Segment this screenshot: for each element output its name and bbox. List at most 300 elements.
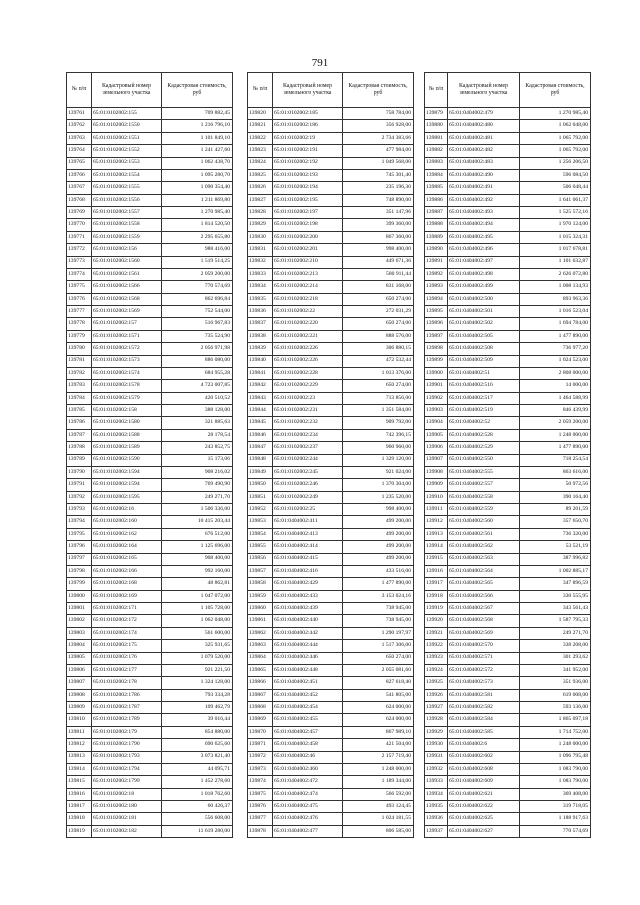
cadastral-number: 65:01:0404002:483 <box>448 157 520 169</box>
table-row <box>425 825 591 837</box>
table-row <box>248 603 414 615</box>
table-row <box>248 664 414 676</box>
table-row <box>248 330 414 342</box>
table-row <box>248 281 414 293</box>
cadastral-number: 65:01:0102002:1571 <box>92 330 162 342</box>
table-row <box>425 640 591 652</box>
table-row <box>67 776 233 788</box>
table-row <box>67 405 233 417</box>
table-row <box>67 182 233 194</box>
table-row <box>67 603 233 615</box>
cadastral-cost: 2 055 081,60 <box>343 664 414 676</box>
cadastral-number: 65:01:0404002:622 <box>448 801 520 813</box>
cadastral-cost: 650 274,00 <box>343 380 414 392</box>
cadastral-cost: 1 024 181,55 <box>343 813 414 825</box>
row-number: 139761 <box>67 108 92 120</box>
table-row <box>67 194 233 206</box>
row-number: 139777 <box>67 306 92 318</box>
cadastral-cost: 14 000,00 <box>520 380 591 392</box>
cadastral-number: 65:01:0404002:627 <box>448 825 520 837</box>
cadastral-number: 65:01:0404002:581 <box>448 689 520 701</box>
cadastral-cost: 1 241 427,60 <box>162 145 233 157</box>
cadastral-cost: 1 013 376,00 <box>343 367 414 379</box>
cadastral-cost: 1 248 000,00 <box>520 429 591 441</box>
row-number: 139828 <box>248 207 273 219</box>
table-row <box>425 244 591 256</box>
row-number: 139921 <box>425 627 448 639</box>
row-number: 139785 <box>67 405 92 417</box>
table-row <box>425 578 591 590</box>
table-row <box>67 454 233 466</box>
cadastral-cost: 343 561,43 <box>520 603 591 615</box>
row-number: 139877 <box>248 813 273 825</box>
cadastral-cost: 908 216,02 <box>162 466 233 478</box>
table-row <box>67 367 233 379</box>
table-row <box>248 702 414 714</box>
cadastral-cost: 2 056 971,98 <box>162 343 233 355</box>
cadastral-cost: 306 880,15 <box>343 343 414 355</box>
table-row <box>248 219 414 231</box>
cadastral-number: 65:01:0102002:220 <box>273 318 343 330</box>
row-number: 139839 <box>248 343 273 355</box>
cadastral-number: 65:01:0102002:157 <box>92 318 162 330</box>
cadastral-cost: 908 400,00 <box>162 553 233 565</box>
header-cost: Кадастровая стоимость, руб <box>520 73 591 108</box>
row-number: 139780 <box>67 343 92 355</box>
row-number: 139793 <box>67 504 92 516</box>
table-row <box>425 108 591 120</box>
row-number: 139796 <box>67 541 92 553</box>
cadastral-number: 65:01:0404002:472 <box>273 776 343 788</box>
page-number: 791 <box>311 57 329 69</box>
table-row <box>248 244 414 256</box>
row-number: 139866 <box>248 677 273 689</box>
cadastral-number: 65:01:0102002:197 <box>273 207 343 219</box>
table-row <box>425 565 591 577</box>
cadastral-number: 65:01:0404002:559 <box>448 504 520 516</box>
table-row <box>67 244 233 256</box>
cadastral-number: 65:01:0404002:502 <box>448 318 520 330</box>
table-row <box>248 652 414 664</box>
row-number: 139906 <box>425 442 448 454</box>
row-number: 139792 <box>67 491 92 503</box>
row-number: 139773 <box>67 256 92 268</box>
cadastral-number: 65:01:0102002:177 <box>92 664 162 676</box>
cadastral-number: 65:01:0102002:1787 <box>92 702 162 714</box>
row-number: 139775 <box>67 281 92 293</box>
row-number: 139834 <box>248 281 273 293</box>
row-number: 139893 <box>425 281 448 293</box>
table-row <box>425 343 591 355</box>
cadastral-number: 65:01:0404002:493 <box>448 207 520 219</box>
row-number: 139913 <box>425 528 448 540</box>
header-code: Кадастровый номер земельного участка <box>92 73 162 108</box>
cadastral-number: 65:01:0102002:232 <box>273 417 343 429</box>
cadastral-cost: 1 095 280,70 <box>162 169 233 181</box>
cadastral-number: 65:01:0404002:439 <box>273 603 343 615</box>
table-row <box>425 702 591 714</box>
table-row <box>248 268 414 280</box>
table-row <box>425 145 591 157</box>
cadastral-number: 65:01:0102002:158 <box>92 405 162 417</box>
cadastral-number: 65:01:0404002:572 <box>448 664 520 676</box>
cadastral-number: 65:01:0102002:16 <box>92 504 162 516</box>
cadastral-number: 65:01:0404002:585 <box>448 726 520 738</box>
row-number: 139914 <box>425 541 448 553</box>
cadastral-number: 65:01:0404002:452 <box>273 689 343 701</box>
row-number: 139826 <box>248 182 273 194</box>
cadastral-cost: 1 105 728,00 <box>162 603 233 615</box>
header-num: № п/п <box>425 73 448 108</box>
cadastral-cost: 1 047 072,00 <box>162 590 233 602</box>
row-number: 139762 <box>67 120 92 132</box>
table-row <box>425 590 591 602</box>
table-row <box>248 108 414 120</box>
table-row <box>67 640 233 652</box>
table-row <box>425 776 591 788</box>
cadastral-number: 65:01:0102002:179 <box>92 726 162 738</box>
row-number: 139872 <box>248 751 273 763</box>
cadastral-cost: 1 814 520,50 <box>162 219 233 231</box>
row-number: 139802 <box>67 615 92 627</box>
table-header-row <box>67 73 233 108</box>
cadastral-number: 65:01:0102002:160 <box>92 516 162 528</box>
cadastral-number: 65:01:0404002:500 <box>448 293 520 305</box>
table-row <box>248 454 414 466</box>
row-number: 139830 <box>248 231 273 243</box>
row-number: 139860 <box>248 603 273 615</box>
cadastral-number: 65:01:0404002:516 <box>448 380 520 392</box>
cadastral-number: 65:01:0102002:234 <box>273 429 343 441</box>
table-row <box>67 504 233 516</box>
table-row <box>425 677 591 689</box>
table-row <box>67 702 233 714</box>
table-row <box>67 207 233 219</box>
table-row <box>425 355 591 367</box>
cadastral-number: 65:01:0102002:1555 <box>92 182 162 194</box>
cadastral-number: 65:01:0102002:1566 <box>92 281 162 293</box>
cadastral-cost: 1 016 523,04 <box>520 306 591 318</box>
row-number: 139934 <box>425 788 448 800</box>
cadastral-number: 65:01:0102002:1589 <box>92 442 162 454</box>
row-number: 139840 <box>248 355 273 367</box>
cadastral-cost: 1 290 197,97 <box>343 627 414 639</box>
cadastral-number: 65:01:0102002:166 <box>92 565 162 577</box>
table-row <box>248 689 414 701</box>
cadastral-number: 65:01:0404002:446 <box>273 652 343 664</box>
cadastral-cost: 1 211 869,80 <box>162 194 233 206</box>
row-number: 139825 <box>248 169 273 181</box>
table-row <box>67 318 233 330</box>
row-number: 139863 <box>248 640 273 652</box>
cadastral-cost: 909 792,00 <box>343 417 414 429</box>
row-number: 139881 <box>425 132 448 144</box>
cadastral-cost: 1 641 061,37 <box>520 194 591 206</box>
row-number: 139817 <box>67 801 92 813</box>
cadastral-number: 65:01:0404002:517 <box>448 392 520 404</box>
cadastral-cost: 867 360,00 <box>343 231 414 243</box>
table-row <box>67 306 233 318</box>
cadastral-number: 65:01:0404002:440 <box>273 615 343 627</box>
row-number: 139833 <box>248 268 273 280</box>
cadastral-number: 65:01:0404002:413 <box>273 528 343 540</box>
row-number: 139916 <box>425 565 448 577</box>
cadastral-cost: 387 996,82 <box>520 553 591 565</box>
table-row <box>425 528 591 540</box>
cadastral-number: 65:01:0404002:573 <box>448 677 520 689</box>
row-number: 139789 <box>67 454 92 466</box>
cadastral-cost: 1 090 354,40 <box>162 182 233 194</box>
header-num: № п/п <box>67 73 92 108</box>
cadastral-cost: 1 477 890,00 <box>520 330 591 342</box>
table-row <box>67 268 233 280</box>
header-code: Кадастровый номер земельного участка <box>273 73 343 108</box>
row-number: 139899 <box>425 355 448 367</box>
row-number: 139894 <box>425 293 448 305</box>
cadastral-cost: 499 200,00 <box>343 553 414 565</box>
cadastral-number: 65:01:0404002:6 <box>448 739 520 751</box>
table-row <box>67 788 233 800</box>
cadastral-number: 65:01:0404002:444 <box>273 640 343 652</box>
table-row <box>67 739 233 751</box>
cadastral-number: 65:01:0102002:1572 <box>92 343 162 355</box>
row-number: 139890 <box>425 244 448 256</box>
cadastral-cost: 752 544,00 <box>162 306 233 318</box>
row-number: 139821 <box>248 120 273 132</box>
table-row <box>67 652 233 664</box>
cadastral-number: 65:01:0102002:244 <box>273 454 343 466</box>
cadastral-number: 65:01:0102002:185 <box>273 108 343 120</box>
cadastral-number: 65:01:0102002:169 <box>92 590 162 602</box>
row-number: 139937 <box>425 825 448 837</box>
cadastral-number: 65:01:0102002:193 <box>273 169 343 181</box>
table-row <box>67 664 233 676</box>
cadastral-number: 65:01:0404002:562 <box>448 541 520 553</box>
cadastral-number: 65:01:0102002:1573 <box>92 355 162 367</box>
cadastral-number: 65:01:0404002:570 <box>448 640 520 652</box>
table-row <box>67 751 233 763</box>
cadastral-cost: 60 426,37 <box>162 801 233 813</box>
cadastral-cost: 44 095,71 <box>162 763 233 775</box>
table-row <box>67 615 233 627</box>
cadastral-number: 65:01:0404002:491 <box>448 182 520 194</box>
row-number: 139791 <box>67 479 92 491</box>
cadastral-number: 65:01:0102002:221 <box>273 330 343 342</box>
table-row <box>248 627 414 639</box>
cadastral-cost: 301 293,62 <box>520 652 591 664</box>
table-row <box>67 491 233 503</box>
table-row <box>425 751 591 763</box>
cadastral-number: 65:01:0404002:508 <box>448 343 520 355</box>
cadastral-number: 65:01:0102002:1557 <box>92 207 162 219</box>
cadastral-cost: 1 525 572,16 <box>520 207 591 219</box>
cadastral-cost: 347 896,59 <box>520 578 591 590</box>
cadastral-cost: 2 059 200,00 <box>520 417 591 429</box>
cadastral-cost: 1 452 278,60 <box>162 776 233 788</box>
table-row <box>248 466 414 478</box>
table-row <box>425 306 591 318</box>
row-number: 139846 <box>248 429 273 441</box>
table-row <box>425 367 591 379</box>
row-number: 139887 <box>425 207 448 219</box>
row-number: 139800 <box>67 590 92 602</box>
cadastral-cost: 988 416,00 <box>162 244 233 256</box>
table-row <box>425 627 591 639</box>
cadastral-number: 65:01:0102002:214 <box>273 281 343 293</box>
cadastral-cost: 2 157 719,40 <box>343 751 414 763</box>
cadastral-cost: 1 065 792,00 <box>520 145 591 157</box>
cadastral-cost: 1 083 790,00 <box>520 776 591 788</box>
row-number: 139865 <box>248 664 273 676</box>
cadastral-cost: 1 062 438,70 <box>162 157 233 169</box>
cadastral-cost: 998 400,00 <box>343 244 414 256</box>
cadastral-number: 65:01:0404002:497 <box>448 256 520 268</box>
row-number: 139850 <box>248 479 273 491</box>
row-number: 139902 <box>425 392 448 404</box>
table-row <box>425 281 591 293</box>
table-row <box>248 367 414 379</box>
cadastral-number: 65:01:0404002:458 <box>273 739 343 751</box>
table-row <box>67 132 233 144</box>
cadastral-number: 65:01:0102002:182 <box>92 825 162 837</box>
cadastral-number: 65:01:0404002:416 <box>273 565 343 577</box>
row-number: 139843 <box>248 392 273 404</box>
cadastral-number: 65:01:0102002:1590 <box>92 454 162 466</box>
row-number: 139795 <box>67 528 92 540</box>
row-number: 139831 <box>248 244 273 256</box>
cadastral-cost: 806 585,00 <box>343 825 414 837</box>
cadastral-cost: 718 254,54 <box>520 454 591 466</box>
cadastral-cost: 10 415 203,44 <box>162 516 233 528</box>
table-row <box>248 541 414 553</box>
row-number: 139832 <box>248 256 273 268</box>
table-row <box>425 454 591 466</box>
row-number: 139786 <box>67 417 92 429</box>
cadastral-cost: 1 517 306,00 <box>343 640 414 652</box>
cadastral-cost: 921 024,00 <box>343 466 414 478</box>
table-row <box>67 528 233 540</box>
cadastral-number: 65:01:0404002:509 <box>448 355 520 367</box>
cadastral-number: 65:01:0102002:226 <box>273 355 343 367</box>
table-row <box>425 603 591 615</box>
row-number: 139776 <box>67 293 92 305</box>
cadastral-number: 65:01:0102002:23 <box>273 392 343 404</box>
cadastral-cost: 619 008,00 <box>520 689 591 701</box>
cadastral-number: 65:01:0102002:195 <box>273 194 343 206</box>
row-number: 139857 <box>248 565 273 577</box>
table-row <box>248 405 414 417</box>
cadastral-number: 65:01:0102002:178 <box>92 677 162 689</box>
cadastral-number: 65:01:0102002:218 <box>273 293 343 305</box>
cadastral-number: 65:01:0404002:490 <box>448 169 520 181</box>
row-number: 139845 <box>248 417 273 429</box>
row-number: 139895 <box>425 306 448 318</box>
table-row <box>67 256 233 268</box>
table-row <box>67 281 233 293</box>
cadastral-cost: 854 880,00 <box>162 726 233 738</box>
row-number: 139837 <box>248 318 273 330</box>
cadastral-cost: 243 852,75 <box>162 442 233 454</box>
cadastral-cost: 758 784,00 <box>343 108 414 120</box>
cadastral-number: 65:01:0404002:442 <box>273 627 343 639</box>
cadastral-number: 65:01:0404002:46 <box>273 751 343 763</box>
cadastral-cost: 1 519 514,25 <box>162 256 233 268</box>
cadastral-number: 65:01:0102002:1556 <box>92 194 162 206</box>
cadastral-number: 65:01:0102002:172 <box>92 615 162 627</box>
cadastral-cost: 50 972,56 <box>520 479 591 491</box>
cadastral-number: 65:01:0102002:162 <box>92 528 162 540</box>
cadastral-number: 65:01:0102002:1558 <box>92 219 162 231</box>
cadastral-number: 65:01:0102002:231 <box>273 405 343 417</box>
row-number: 139848 <box>248 454 273 466</box>
cadastral-cost: 736 977,20 <box>520 343 591 355</box>
cadastral-cost: 886 080,00 <box>162 355 233 367</box>
row-number: 139915 <box>425 553 448 565</box>
table-row <box>67 565 233 577</box>
row-number: 139879 <box>425 108 448 120</box>
cadastral-cost: 1 270 985,40 <box>520 108 591 120</box>
cadastral-cost: 1 248 000,00 <box>520 739 591 751</box>
row-number: 139922 <box>425 640 448 652</box>
row-number: 139783 <box>67 380 92 392</box>
row-number: 139781 <box>67 355 92 367</box>
cadastral-number: 65:01:0102002:1595 <box>92 491 162 503</box>
row-number: 139799 <box>67 578 92 590</box>
table-row <box>67 442 233 454</box>
cadastral-cost: 420 510,52 <box>162 392 233 404</box>
row-number: 139907 <box>425 454 448 466</box>
cadastral-cost: 1 324 128,00 <box>162 677 233 689</box>
cadastral-cost: 561 600,00 <box>162 627 233 639</box>
row-number: 139764 <box>67 145 92 157</box>
cadastral-cost: 1 970 124,00 <box>520 219 591 231</box>
table-row <box>248 578 414 590</box>
cadastral-number: 65:01:0102002:245 <box>273 466 343 478</box>
row-number: 139819 <box>67 825 92 837</box>
cadastral-cost: 338 208,00 <box>520 640 591 652</box>
cadastral-number: 65:01:0102002:226 <box>273 343 343 355</box>
table-row <box>425 788 591 800</box>
cadastral-number: 65:01:0102002:25 <box>273 504 343 516</box>
cadastral-number: 65:01:0404002:505 <box>448 330 520 342</box>
cadastral-number: 65:01:0404002:448 <box>273 664 343 676</box>
table-row <box>248 120 414 132</box>
table-row <box>248 293 414 305</box>
row-number: 139810 <box>67 714 92 726</box>
cadastral-cost: 2 295 655,80 <box>162 231 233 243</box>
table-row <box>425 207 591 219</box>
row-number: 139925 <box>425 677 448 689</box>
cadastral-cost: 28 178,54 <box>162 429 233 441</box>
table-row <box>67 355 233 367</box>
table-row <box>67 157 233 169</box>
table-row <box>248 417 414 429</box>
cadastral-cost: 516 967,83 <box>162 318 233 330</box>
row-number: 139882 <box>425 145 448 157</box>
cadastral-number: 65:01:0404002:455 <box>273 714 343 726</box>
cadastral-cost: 713 856,00 <box>343 392 414 404</box>
cadastral-cost: 960 960,00 <box>343 442 414 454</box>
cadastral-number: 65:01:0102002:174 <box>92 627 162 639</box>
table-row <box>248 788 414 800</box>
cadastral-cost: 596 084,50 <box>520 169 591 181</box>
cadastral-number: 65:01:0404002:451 <box>273 677 343 689</box>
table-row <box>248 355 414 367</box>
cadastral-cost: 1 464 588,99 <box>520 392 591 404</box>
cadastral-cost: 109 462,79 <box>162 702 233 714</box>
cadastral-cost: 1 370 304,00 <box>343 479 414 491</box>
table-row <box>248 479 414 491</box>
